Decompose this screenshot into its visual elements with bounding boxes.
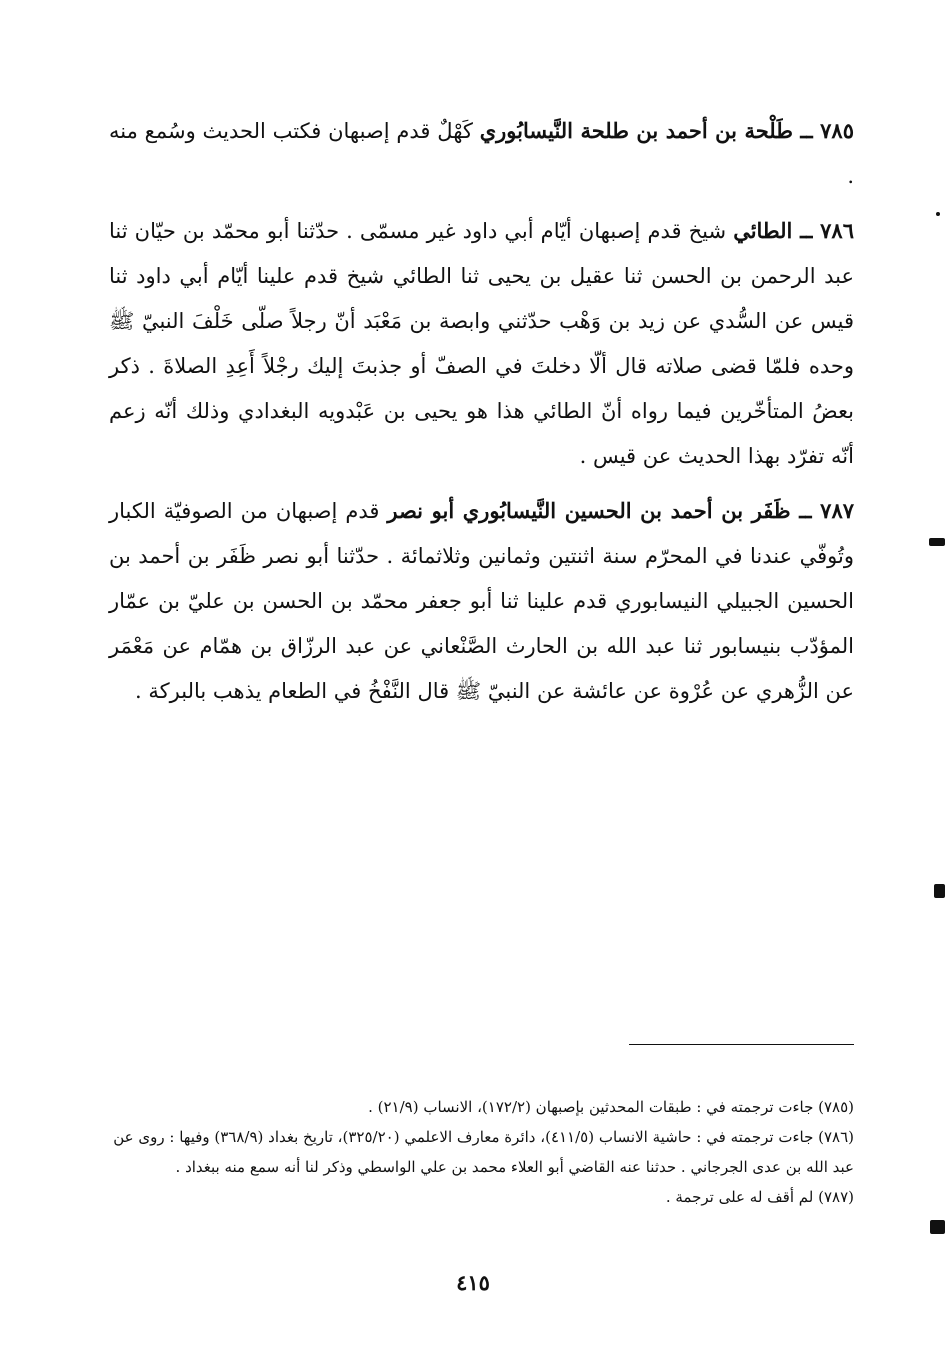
entry-785-body: كَهْلٌ قدم إصبهان فكتب الحديث وسُمع منه . (109, 119, 854, 188)
entry-787 (109, 488, 854, 714)
entry-785 (109, 108, 854, 199)
entry-785-heading: ٧٨٥ ــ طَلْحة بن أحمد بن طلحة النَّيسابُوري (479, 118, 854, 143)
footnotes (109, 1092, 854, 1212)
entry-786-body: شيخ قدم إصبهان أيّام أبي داود غير مسمّى . حدّثنا أبو محمّد بن حيّان ثنا عبد الرحمن بن الحسن ثنا عقيل بن يحيى ثنا الطائي شيخ قدم علينا أيّام أبي داود ثنا قيس عن السُّدي عن زيد بن وَهْب حدّثني وابصة بن مَعْبَد أنّ رجلاً صلّى خَلْفَ النبيّ ﷺ وحده فلمّا قضى صلاته قال ألّا دخلتَ في الصفّ أو جذبتَ إليك رجْلاً أَعِدِ الصلاةَ . ذكر بعضُ المتأخّرين فيما رواه أنّ الطائي هذا هو يحيى بن عَبْدويه البغدادي وذلك أنّه زعم أنّه تفرّد بهذا الحديث عن قيس . (109, 219, 854, 468)
footnote-786: (٧٨٦) جاءت ترجمته في : حاشية الانساب (٤١١/٥)، دائرة معارف الاعلمي (٣٢٥/٢٠)، تاريخ بغداد (٣٦٨/٩) وفيها : روى عن عبد الله بن عدى الجرجاني . حدثنا عنه القاضي أبو العلاء محمد بن علي الواسطي وذكر لنا أنه سمع منه ببغداد . (113, 1128, 854, 1176)
scan-mark (929, 538, 945, 546)
entry-787-heading: ٧٨٧ ــ ظَفَر بن أحمد بن الحسين النَّيسابُوري أبو نصر (387, 498, 855, 523)
scan-mark (934, 884, 945, 898)
scan-mark (930, 1220, 945, 1234)
entry-786 (109, 208, 854, 479)
footnote-separator (629, 1044, 854, 1045)
scan-mark (936, 212, 940, 216)
entry-787-body: قدم إصبهان من الصوفيّة الكبار وتُوفّي عندنا في المحرّم سنة اثنتين وثمانين وثلاثمائة . حدّثنا أبو نصر ظَفَر بن أحمد بن الحسين الجبيلي النيسابوري قدم علينا ثنا أبو جعفر محمّد بن الحسن بن عليّ بن عمّار المؤدّب بنيسابور ثنا عبد الله بن الحارث الصَّنْعاني عن عبد الرزّاق بن همّام عن مَعْمَر عن الزُّهري عن عُرْوة عن عائشة عن النبيّ ﷺ قال النَّفْخُ في الطعام يذهب بالبركة . (109, 499, 854, 703)
main-text (109, 108, 854, 723)
footnote-785: (٧٨٥) جاءت ترجمته في : طبقات المحدثين بإصبهان (١٧٢/٢)، الانساب (٢١/٩) . (368, 1098, 854, 1116)
footnote-787: (٧٨٧) لم أقف له على ترجمة . (665, 1188, 854, 1206)
page-number: ٤١٥ (456, 1270, 490, 1295)
entry-786-heading: ٧٨٦ ــ الطائي (733, 218, 854, 243)
